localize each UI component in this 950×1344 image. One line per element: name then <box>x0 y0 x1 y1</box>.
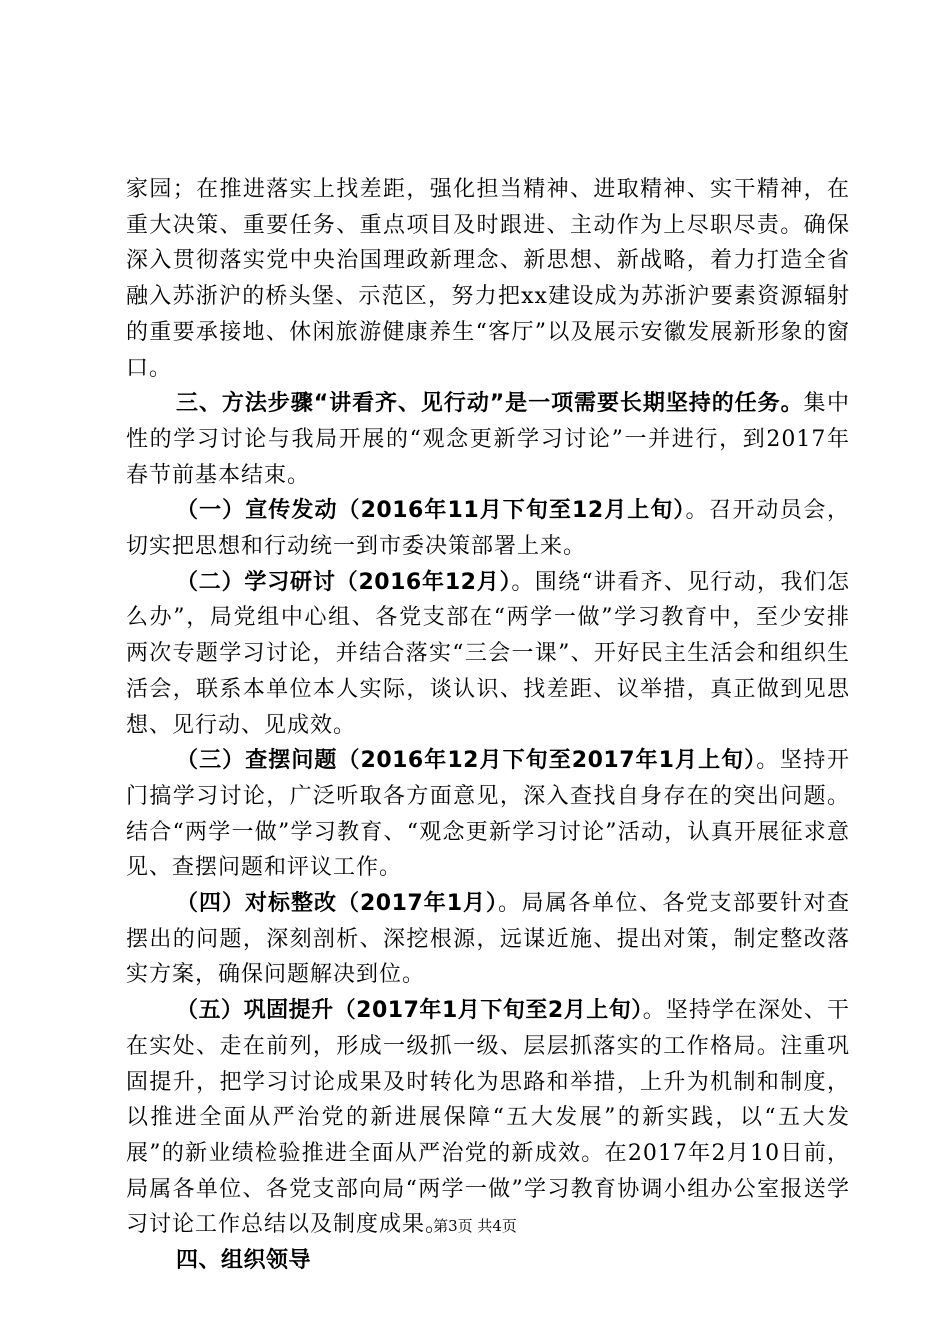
step-heading: （二）学习研讨（2016年12月） <box>176 569 512 595</box>
paragraph-text: 家园；在推进落实上找差距，强化担当精神、进取精神、实干精神，在重大决策、重要任务、重点项目及时跟进、主动作为上尽职尽责。确保深入贯彻落实党中央治国理政新理念、新思想、新战略，着力打造全省融入苏浙沪的桥头堡、示范区，努力把xx建设成为苏浙沪要素资源辐射的重要承接地、休闲旅游健康养生“客厅”以及展示安徽发展新形象的窗口。 <box>126 177 850 381</box>
section-heading: 四、组织领导 <box>176 1248 312 1274</box>
paragraph-text: 。召开动员会，切实把思想和行动统一到市委决策部署上来。 <box>126 498 850 560</box>
paragraph-text: 。坚持开门搞学习讨论，广泛听取各方面意见，深入查找自身存在的突出问题。结合“两学一做”学习教育、“观念更新学习讨论”活动，认真开展征求意见、查摆问题和评议工作。 <box>126 748 850 881</box>
paragraph-text: 。局属各单位、各党支部要针对查摆出的问题，深刻剖析、深挖根源，远谋近施、提出对策，制定整改落实方案，确保问题解决到位。 <box>126 891 850 988</box>
paragraph-step-4 <box>126 886 850 993</box>
paragraph-text: 。坚持学在深处、干在实处、走在前列，形成一级抓一级、层层抓落实的工作格局。注重巩固提升，把学习讨论成果及时转化为思路和举措，上升为机制和制度，以推进全面从严治党的新进展保障“五大发展”的新实践，以“五大发展”的新业绩检验推进全面从严治党的新成效。在2017年2月10日前，局属各单位、各党支部向局“两学一做”学习教育协调小组办公室报送学习讨论工作总结以及制度成果。 <box>126 998 850 1238</box>
section-heading: 三、方法步骤“讲看齐、见行动”是一项需要长期坚持的任务。 <box>176 391 804 417</box>
paragraph-step-1 <box>126 493 850 564</box>
step-heading: （五）巩固提升（2017年1月下旬至2月上旬） <box>176 998 643 1024</box>
page-number-footer: 第3页 共4页 <box>433 1217 517 1235</box>
paragraph-step-2 <box>126 565 850 744</box>
step-heading: （四）对标整改（2017年1月） <box>176 891 499 917</box>
step-heading: （一）宣传发动（2016年11月下旬至12月上旬） <box>176 498 686 524</box>
paragraph-section-3 <box>126 386 850 493</box>
paragraph-section-4 <box>126 1243 850 1279</box>
paragraph-step-5 <box>126 993 850 1243</box>
paragraph-step-3 <box>126 743 850 886</box>
paragraph-continuation <box>126 172 850 386</box>
document-body <box>126 172 850 1279</box>
paragraph-text: 。围绕“讲看齐、见行动，我们怎么办”，局党组中心组、各党支部在“两学一做”学习教育中，至少安排两次专题学习讨论，并结合落实“三会一课”、开好民主生活会和组织生活会，联系本单位本人实际，谈认识、找差距、议举措，真正做到见思想、见行动、见成效。 <box>126 569 850 738</box>
paragraph-text: 集中性的学习讨论与我局开展的“观念更新学习讨论”一并进行，到2017年春节前基本结束。 <box>126 391 850 488</box>
step-heading: （三）查摆问题（2016年12月下旬至2017年1月上旬） <box>176 748 757 774</box>
